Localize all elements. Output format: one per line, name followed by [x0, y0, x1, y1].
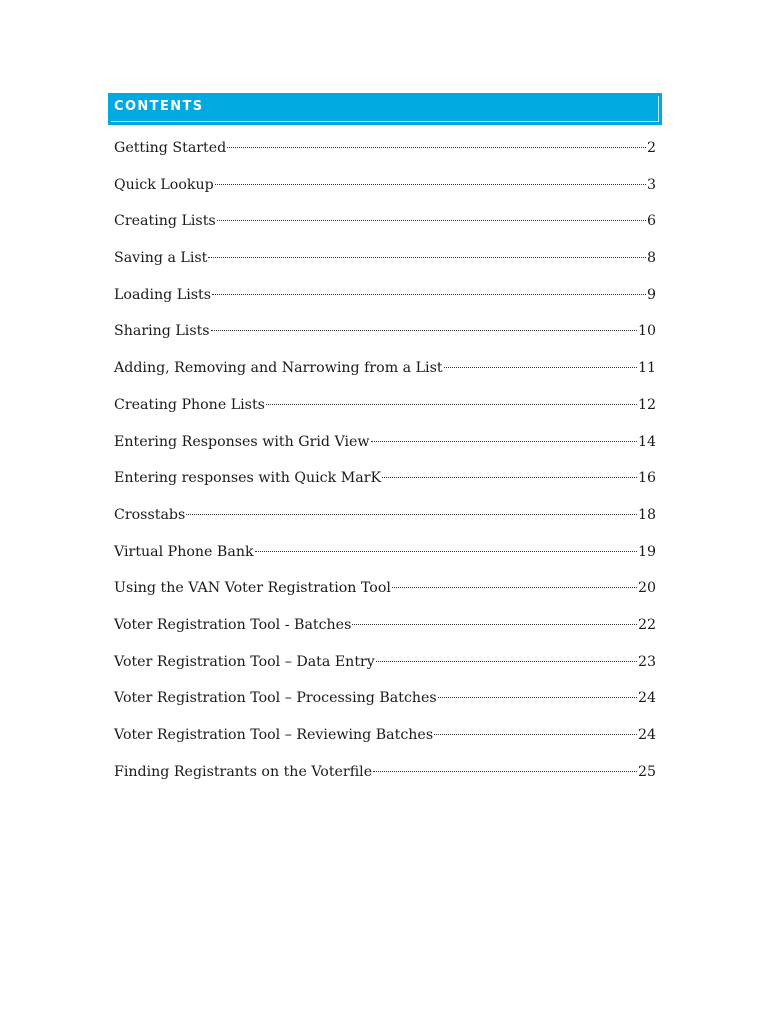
toc-dot-leader [392, 586, 637, 588]
toc-page-number: 10 [637, 323, 656, 340]
toc-entry[interactable] [114, 468, 656, 505]
toc-page-number: 19 [637, 543, 656, 560]
toc-entry[interactable] [114, 762, 656, 799]
toc-page-number: 25 [637, 763, 656, 780]
toc-dot-leader [352, 623, 637, 625]
toc-dot-leader [215, 183, 646, 185]
toc-dot-leader [371, 440, 637, 442]
toc-entry[interactable] [114, 175, 656, 212]
table-of-contents [114, 138, 656, 798]
toc-entry-title: Entering responses with Quick MarK [114, 470, 382, 487]
toc-entry[interactable] [114, 248, 656, 285]
toc-entry-title: Saving a List [114, 250, 208, 267]
toc-entry-title: Voter Registration Tool – Reviewing Batches [114, 727, 434, 743]
toc-entry-title: Creating Lists [114, 213, 216, 230]
toc-entry-title: Sharing Lists [114, 323, 210, 340]
toc-page-number: 12 [637, 396, 656, 413]
toc-entry[interactable] [114, 542, 656, 579]
toc-entry-title: Voter Registration Tool - Batches [114, 616, 352, 633]
toc-page-number: 23 [637, 653, 656, 670]
toc-entry-title: Quick Lookup [114, 176, 214, 193]
toc-entry-title: Loading Lists [114, 286, 211, 303]
toc-entry[interactable] [114, 652, 656, 689]
toc-dot-leader [212, 293, 646, 295]
toc-page-number: 24 [637, 690, 656, 707]
toc-entry-title: Voter Registration Tool – Data Entry [114, 653, 375, 670]
toc-page-number: 3 [646, 176, 656, 193]
contents-heading: CONTENTS [114, 99, 204, 114]
toc-entry-title: Entering Responses with Grid View [114, 433, 370, 450]
toc-entry-title: Voter Registration Tool – Processing Batches [114, 690, 437, 707]
toc-page-number: 11 [637, 360, 656, 377]
toc-dot-leader [266, 403, 637, 405]
toc-entry-title: Using the VAN Voter Registration Tool [114, 580, 391, 597]
toc-dot-leader [438, 696, 637, 698]
toc-entry-title: Getting Started [114, 140, 227, 156]
toc-dot-leader [186, 513, 637, 515]
toc-entry[interactable] [114, 432, 656, 469]
toc-entry[interactable] [114, 321, 656, 358]
toc-page-number: 6 [646, 213, 656, 230]
contents-banner [108, 93, 662, 125]
toc-dot-leader [434, 733, 637, 735]
toc-entry-title: Virtual Phone Bank [114, 543, 254, 560]
toc-dot-leader [376, 660, 637, 662]
toc-dot-leader [373, 770, 637, 772]
toc-entry[interactable] [114, 725, 656, 762]
toc-entry-title: Finding Registrants on the Voterfile [114, 763, 373, 780]
toc-dot-leader [217, 219, 646, 221]
toc-page-number: 9 [646, 286, 656, 303]
toc-page-number: 22 [637, 616, 656, 633]
toc-page-number: 16 [637, 470, 656, 487]
toc-page-number: 8 [646, 250, 656, 267]
toc-entry[interactable] [114, 505, 656, 542]
toc-dot-leader [227, 146, 646, 148]
toc-entry[interactable] [114, 395, 656, 432]
toc-entry[interactable] [114, 211, 656, 248]
toc-page-number: 2 [646, 140, 656, 156]
toc-entry[interactable] [114, 615, 656, 652]
toc-entry[interactable] [114, 285, 656, 322]
toc-entry[interactable] [114, 138, 656, 175]
toc-dot-leader [255, 550, 637, 552]
toc-page-number: 20 [637, 580, 656, 597]
toc-page-number: 18 [637, 506, 656, 523]
toc-entry-title: Creating Phone Lists [114, 396, 265, 413]
toc-dot-leader [211, 329, 637, 331]
toc-entry[interactable] [114, 358, 656, 395]
toc-entry-title: Adding, Removing and Narrowing from a List [114, 360, 443, 377]
toc-page-number: 24 [637, 727, 656, 743]
toc-entry-title: Crosstabs [114, 506, 186, 523]
toc-dot-leader [382, 476, 637, 478]
toc-entry[interactable] [114, 578, 656, 615]
toc-page-number: 14 [637, 433, 656, 450]
toc-entry[interactable] [114, 688, 656, 725]
toc-dot-leader [208, 256, 646, 258]
toc-dot-leader [444, 366, 637, 368]
